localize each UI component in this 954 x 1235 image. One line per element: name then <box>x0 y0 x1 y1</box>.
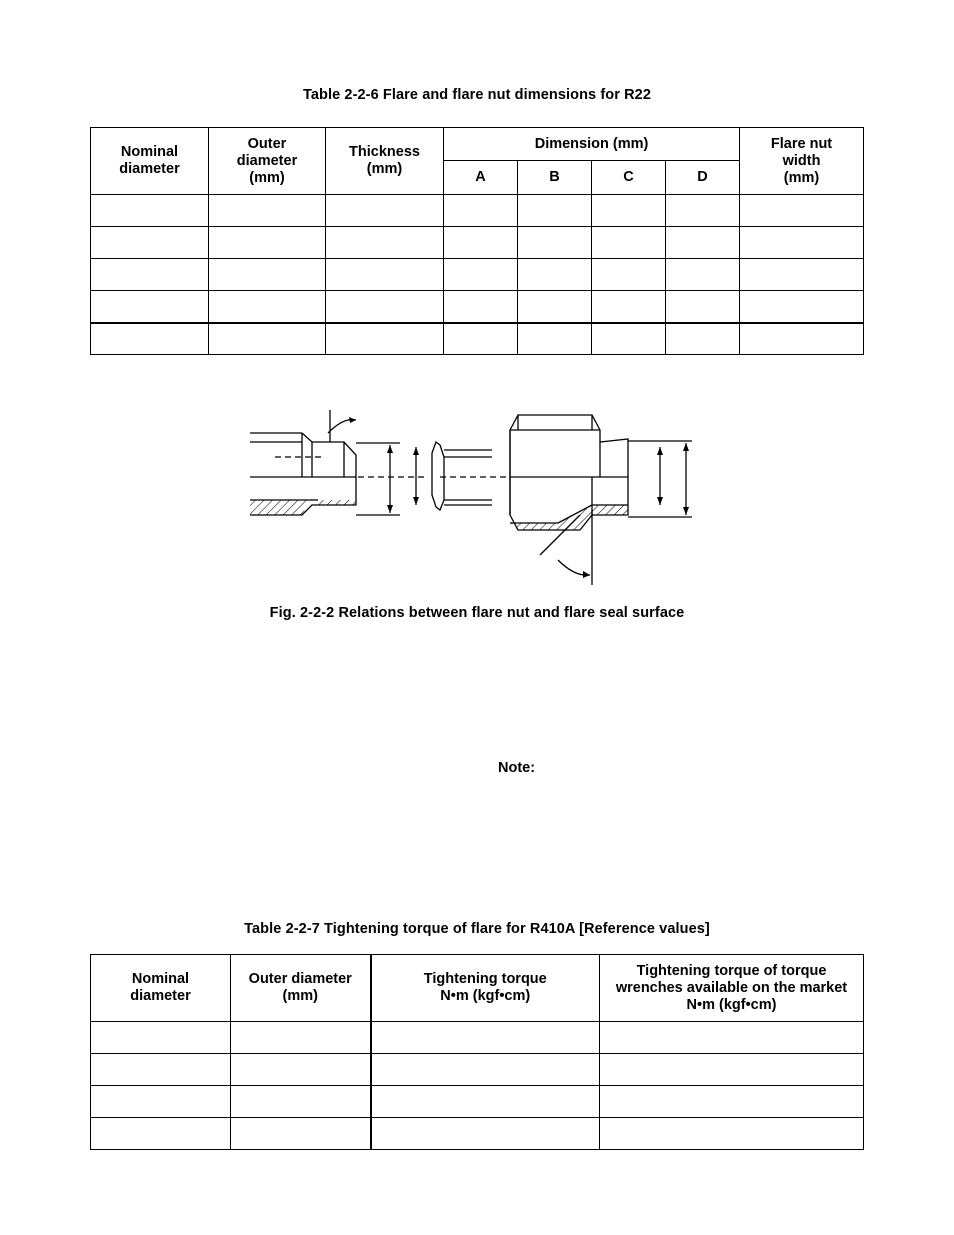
header-outer-diameter: Outer diameter (mm) <box>209 128 326 195</box>
header-dim-d: D <box>666 161 740 195</box>
table-row <box>91 291 864 323</box>
header-nominal-diameter: Nominal diameter <box>91 128 209 195</box>
flare-dimensions-table <box>90 127 864 355</box>
flare-nut-diagram <box>240 405 710 590</box>
table1-caption: Table 2-2-6 Flare and flare nut dimensions for R22 <box>303 87 651 103</box>
table-row <box>91 1118 864 1150</box>
header-outer-diameter: Outer diameter (mm) <box>231 955 371 1022</box>
header-dim-a: A <box>444 161 518 195</box>
table2-caption: Table 2-2-7 Tightening torque of flare for R410A [Reference values] <box>244 921 710 937</box>
table-row <box>91 195 864 227</box>
header-flare-nut-width: Flare nut width (mm) <box>740 128 864 195</box>
header-dim-b: B <box>518 161 592 195</box>
header-market-torque: Tightening torque of torque wrenches available on the market N•m (kgf•cm) <box>600 955 864 1022</box>
tightening-torque-table <box>90 954 864 1150</box>
table-row <box>91 1022 864 1054</box>
header-thickness: Thickness (mm) <box>326 128 444 195</box>
figure-caption: Fig. 2-2-2 Relations between flare nut and flare seal surface <box>269 605 685 621</box>
table-row <box>91 1054 864 1086</box>
table-row <box>91 323 864 355</box>
header-tightening-torque: Tightening torque N•m (kgf•cm) <box>371 955 600 1022</box>
note-label: Note: <box>498 760 536 776</box>
header-nominal-diameter: Nominal diameter <box>91 955 231 1022</box>
header-dimension: Dimension (mm) <box>444 128 740 161</box>
header-dim-c: C <box>592 161 666 195</box>
table-row <box>91 1086 864 1118</box>
table-row <box>91 227 864 259</box>
table-row <box>91 259 864 291</box>
